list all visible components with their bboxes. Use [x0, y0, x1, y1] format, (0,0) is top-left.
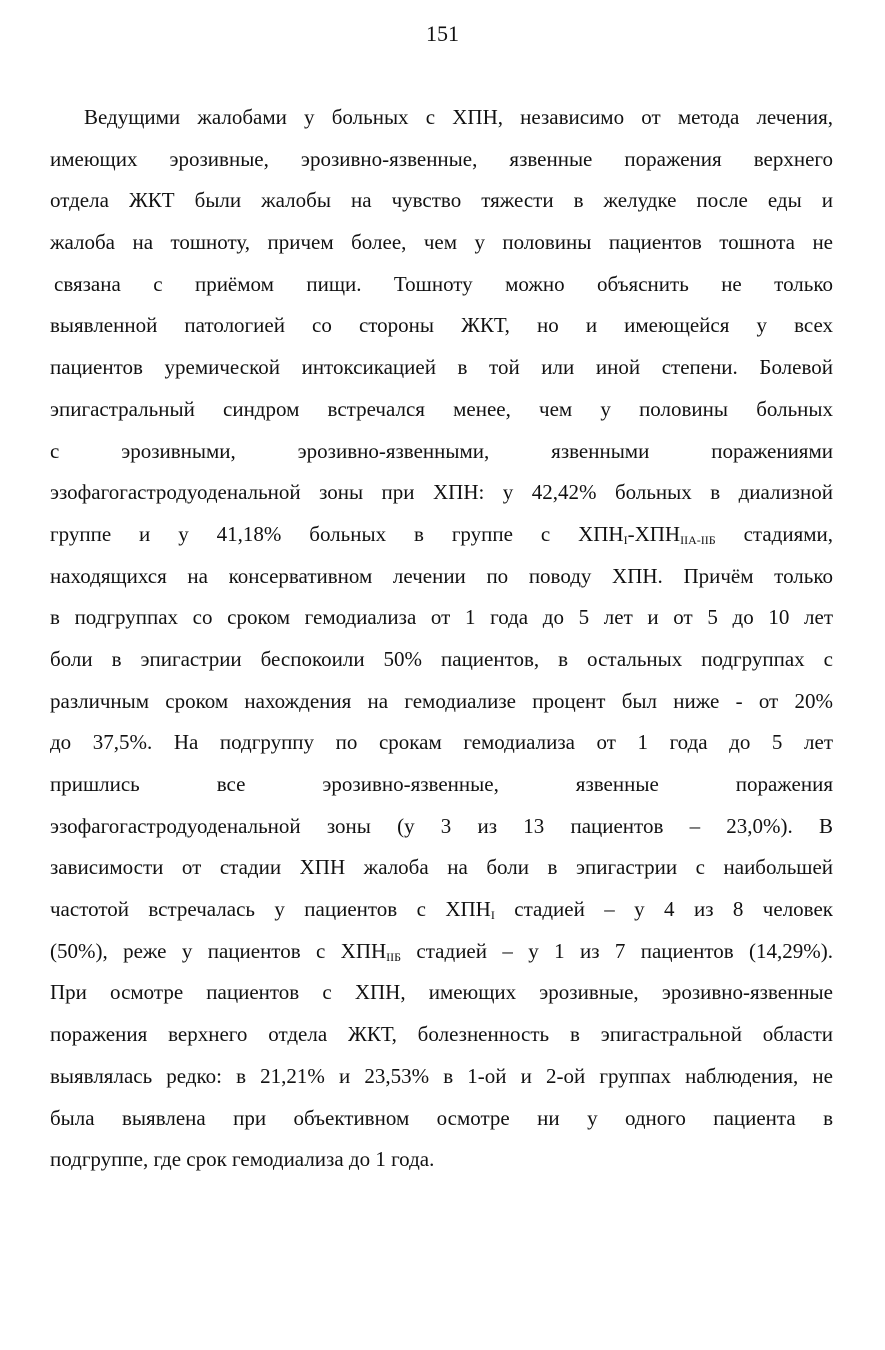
text-line: поражения верхнего отдела ЖКТ, болезненность в эпигастральной области: [50, 1022, 833, 1047]
text-line: имеющих эрозивные, эрозивно-язвенные, язвенные поражения верхнего: [50, 146, 833, 171]
text-line: эзофагогастродуоденальной зоны при ХПН: у 42,42% больных в диализной: [50, 480, 833, 505]
text-line: пациентов уремической интоксикацией в той или иной степени. Болевой: [50, 355, 833, 380]
text-segment: группе и у 41,18% больных в группе с ХПН: [50, 521, 624, 546]
text-segment: стадией – у 4 из 8 человек: [494, 897, 833, 922]
stage-subscript: IIA-IIБ: [680, 532, 716, 547]
text-line: была выявлена при объективном осмотре ни у одного пациента в: [50, 1105, 833, 1130]
text-line: выявлялась редко: в 21,21% и 23,53% в 1-ой и 2-ой группах наблюдения, не: [50, 1063, 833, 1088]
text-segment: стадиями,: [715, 521, 834, 546]
text-line: связана с приёмом пищи. Тошноту можно объяснить не только: [54, 271, 833, 296]
stage-subscript: I: [623, 532, 628, 547]
text-segment: частотой встречалась у пациентов с ХПН: [50, 897, 491, 922]
text-line-with-subscripts: [50, 931, 833, 973]
text-line: жалоба на тошноту, причем более, чем у половины пациентов тошнота не: [50, 230, 833, 255]
stage-subscript: IIБ: [386, 949, 402, 964]
text-line: При осмотре пациентов с ХПН, имеющих эрозивные, эрозивно-язвенные: [50, 980, 833, 1005]
text-line: до 37,5%. На подгруппу по срокам гемодиализа от 1 года до 5 лет: [50, 730, 833, 755]
text-segment: (50%), реже у пациентов с ХПН: [50, 938, 387, 963]
text-line: пришлись все эрозивно-язвенные, язвенные поражения: [50, 772, 833, 796]
text-line-with-subscripts: [50, 889, 833, 931]
text-line-with-subscripts: [50, 514, 833, 556]
page-number: 151: [426, 21, 459, 46]
text-line: различным сроком нахождения на гемодиализе процент был ниже - от 20%: [50, 688, 833, 713]
text-line: в подгруппах со сроком гемодиализа от 1 года до 5 лет и от 5 до 10 лет: [50, 605, 833, 630]
text-line: подгруппе, где срок гемодиализа до 1 года.: [50, 1147, 435, 1172]
text-line: выявленной патологией со стороны ЖКТ, но и имеющейся у всех: [50, 313, 833, 338]
stage-subscript: I: [490, 908, 495, 923]
text-line: находящихся на консервативном лечении по поводу ХПН. Причём только: [50, 563, 833, 588]
text-line: эпигастральный синдром встречался менее, чем у половины больных: [50, 396, 833, 421]
text-segment: -ХПН: [627, 521, 681, 546]
text-line: эзофагогастродуоденальной зоны (у 3 из 13 пациентов – 23,0%). В: [50, 813, 833, 838]
text-line: Ведущими жалобами у больных с ХПН, независимо от метода лечения,: [84, 105, 833, 129]
text-line: зависимости от стадии ХПН жалоба на боли в эпигастрии с наибольшей: [50, 855, 833, 880]
text-line: боли в эпигастрии беспокоили 50% пациентов, в остальных подгруппах с: [50, 646, 833, 671]
text-line: с эрозивными, эрозивно-язвенными, язвенными поражениями: [50, 438, 833, 463]
body-paragraph: [50, 97, 833, 1181]
text-line: отдела ЖКТ были жалобы на чувство тяжести в желудке после еды и: [50, 188, 833, 213]
text-segment: стадией – у 1 из 7 пациентов (14,29%).: [401, 938, 833, 963]
